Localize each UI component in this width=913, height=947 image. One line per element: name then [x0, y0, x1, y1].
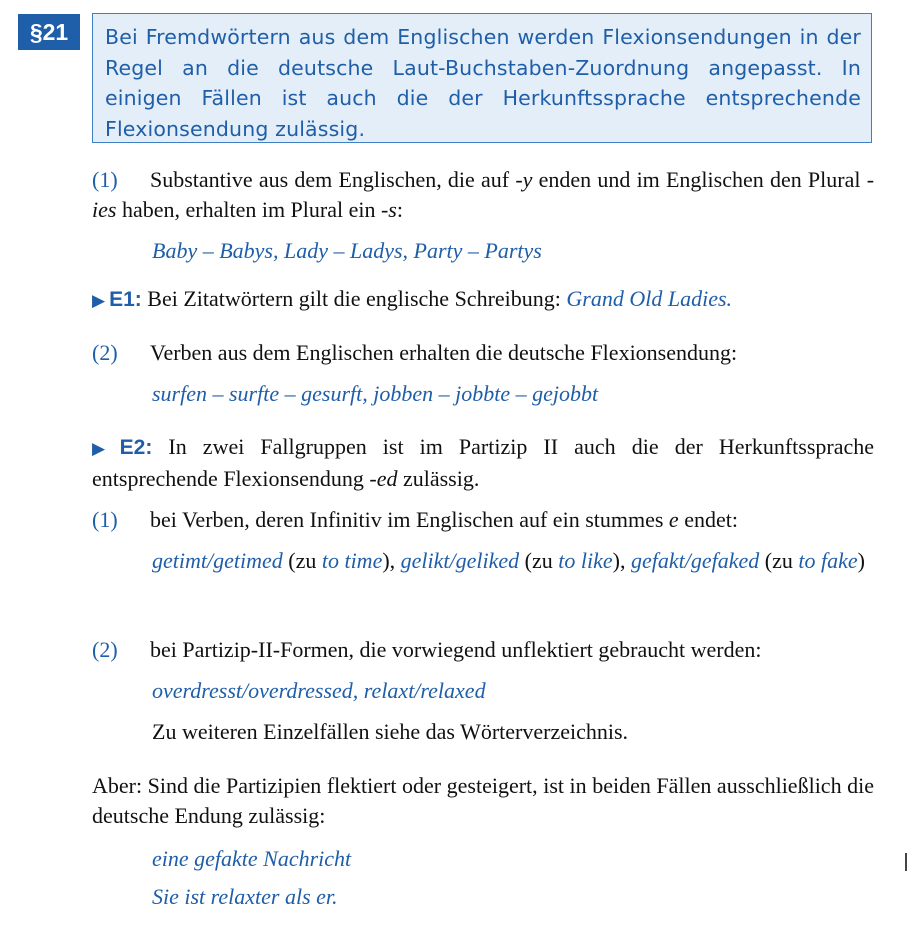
point-1-example: Baby – Babys, Lady – Ladys, Party – Partys — [152, 238, 542, 263]
e2-sub-1-examples: getimt/getimed (zu to time), gelikt/geliked (zu to like), gefakt/gefaked (zu to fake) — [152, 548, 865, 573]
aber-example-2: Sie ist relaxter als er. — [152, 884, 338, 909]
e2-sub-1-number: (1) — [92, 507, 118, 532]
e2-sub-2-note: Zu weiteren Einzelfällen siehe das Wörterverzeichnis. — [152, 719, 629, 744]
e2-label: ▶ E2: — [92, 436, 153, 459]
rule-text: Bei Fremdwörtern aus dem Englischen werden Flexionsendungen in der Regel an die deutsche Laut-Buchstaben-Zuordnung angepasst. In einigen Fällen ist auch die der Herkunftssprache entsprechende Flexionsendung zulässig. — [105, 25, 861, 141]
e2-note: ▶ E2: In zwei Fallgruppen ist im Partizip II auch die der Herkunftssprache entsprechende Flexionsendung -ed zulässig. — [92, 434, 875, 491]
e1-label: ▶ E1: — [92, 288, 142, 311]
e2-sub-2: (2) bei Partizip-II-Formen, die vorwiegend unflektiert gebraucht werden: — [92, 635, 882, 665]
aber-paragraph: Aber: Sind die Partizipien flektiert oder gesteigert, ist in beiden Fällen ausschließlich die deutsche Endung zulässig: — [92, 773, 874, 828]
point-2-example: surfen – surfte – gesurft, jobben – jobbte – gejobbt — [152, 381, 599, 406]
point-2: (2) Verben aus dem Englischen erhalten die deutsche Flexionsendung: — [92, 338, 874, 368]
triangle-right-icon: ▶ — [92, 291, 106, 310]
e2-sub-2-number: (2) — [92, 637, 118, 662]
aber-example-1: eine gefakte Nachricht — [152, 846, 352, 871]
point-2-number: (2) — [92, 340, 118, 365]
e1-example: Grand Old Ladies. — [566, 286, 733, 311]
e1-note: ▶ E1: Bei Zitatwörtern gilt die englische Schreibung: Grand Old Ladies. — [92, 286, 733, 311]
e2-sub-2-example: overdresst/overdressed, relaxt/relaxed — [152, 678, 486, 703]
rule-box — [92, 13, 872, 143]
point-1-number: (1) — [92, 167, 118, 192]
triangle-right-icon: ▶ — [92, 439, 116, 458]
section-badge: §21 — [18, 14, 80, 50]
point-1: (1) Substantive aus dem Englischen, die auf -y enden und im Englischen den Plural -ies haben, erhalten im Plural ein -s: — [92, 167, 875, 222]
e2-sub-1: (1) bei Verben, deren Infinitiv im Englischen auf ein stummes e endet: — [92, 505, 874, 535]
margin-mark — [905, 853, 907, 871]
